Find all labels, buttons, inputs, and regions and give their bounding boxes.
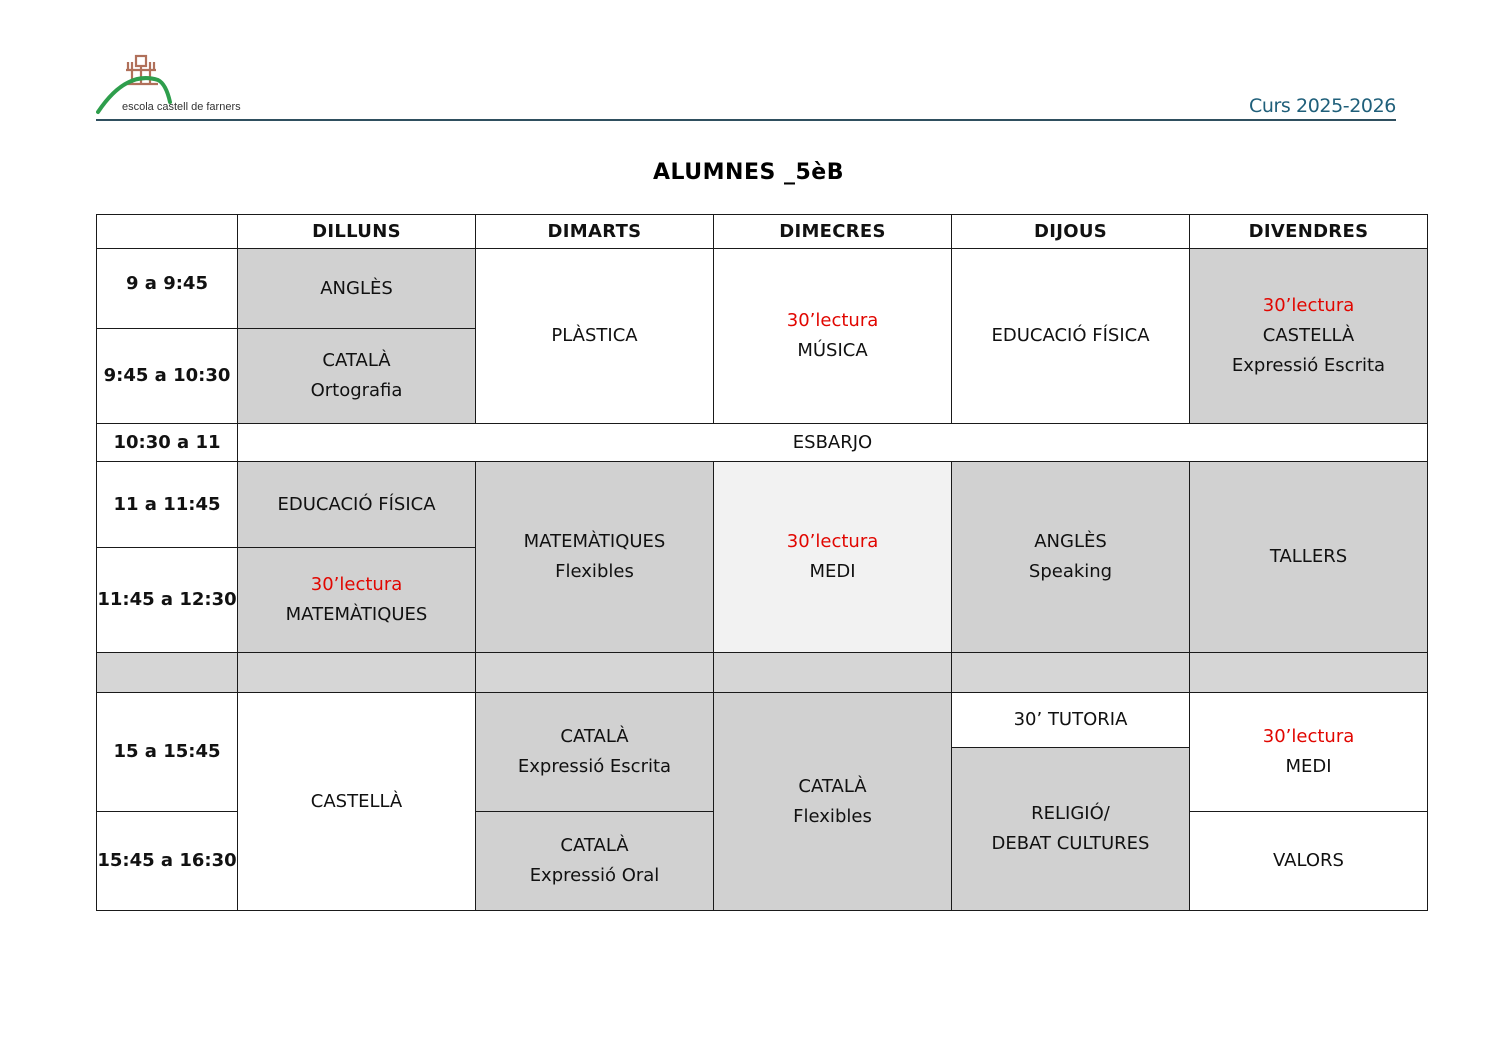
class-cell bbox=[238, 329, 476, 424]
subject-text: PLÀSTICA bbox=[551, 325, 638, 346]
subject-text: CATALÀ bbox=[322, 350, 391, 371]
schedule-table bbox=[96, 214, 1428, 911]
break-cell bbox=[238, 424, 1428, 462]
subject-text: CATALÀ bbox=[798, 775, 867, 797]
class-cell bbox=[952, 249, 1190, 424]
time-cell: 11 a 11:45 bbox=[97, 462, 238, 548]
subject-text: MATEMÀTIQUES bbox=[523, 531, 666, 552]
day-header: DILLUNS bbox=[238, 215, 476, 249]
empty-cell bbox=[476, 653, 714, 693]
class-cell bbox=[476, 812, 714, 911]
class-cell bbox=[238, 249, 476, 329]
time-cell: 11:45 a 12:30 bbox=[97, 548, 238, 653]
time-cell: 9 a 9:45 bbox=[97, 249, 238, 329]
table-row bbox=[97, 693, 1428, 748]
subject-detail: DEBAT CULTURES bbox=[991, 833, 1150, 854]
table-row bbox=[97, 249, 1428, 329]
class-cell bbox=[952, 693, 1190, 748]
time-cell: 15 a 15:45 bbox=[97, 693, 238, 812]
subject-text: MEDI bbox=[1285, 756, 1332, 777]
subject-detail: Flexibles bbox=[793, 805, 872, 827]
subject-text: MEDI bbox=[809, 561, 856, 582]
subject-text: 30’ TUTORIA bbox=[1013, 709, 1128, 730]
subject-text: CATALÀ bbox=[560, 835, 629, 856]
reading-note: 30’lectura bbox=[1262, 295, 1355, 316]
day-header: DIMECRES bbox=[714, 215, 952, 249]
class-cell bbox=[476, 693, 714, 812]
day-header: DIVENDRES bbox=[1190, 215, 1428, 249]
class-cell bbox=[238, 462, 476, 548]
empty-cell bbox=[952, 653, 1190, 693]
subject-text: MATEMÀTIQUES bbox=[285, 604, 428, 625]
reading-note: 30’lectura bbox=[1262, 726, 1355, 747]
class-cell bbox=[476, 249, 714, 424]
class-cell bbox=[714, 462, 952, 653]
time-cell: 15:45 a 16:30 bbox=[97, 812, 238, 911]
empty-cell bbox=[238, 653, 476, 693]
class-cell bbox=[476, 462, 714, 653]
subject-detail: Expressió Escrita bbox=[1231, 355, 1386, 376]
subject-text: EDUCACIÓ FÍSICA bbox=[991, 325, 1150, 346]
subject-text: MÚSICA bbox=[797, 340, 868, 361]
class-cell bbox=[1190, 462, 1428, 653]
subject-detail: Ortografia bbox=[310, 380, 403, 401]
subject-detail: Expressió Oral bbox=[529, 865, 660, 886]
reading-note: 30’lectura bbox=[786, 531, 879, 552]
page-title: ALUMNES _5èB bbox=[653, 160, 844, 185]
corner-cell bbox=[97, 215, 238, 249]
subject-text: CASTELLÀ bbox=[310, 790, 403, 812]
subject-text: EDUCACIÓ FÍSICA bbox=[277, 493, 436, 515]
class-cell bbox=[714, 693, 952, 911]
logo-text: escola castell de farners bbox=[122, 101, 241, 113]
subject-detail: Expressió Escrita bbox=[517, 756, 672, 777]
time-cell: 9:45 a 10:30 bbox=[97, 329, 238, 424]
empty-cell bbox=[714, 653, 952, 693]
table-row-gap bbox=[97, 653, 1428, 693]
subject-text: CATALÀ bbox=[560, 726, 629, 747]
class-cell bbox=[1190, 249, 1428, 424]
class-cell bbox=[238, 693, 476, 911]
subject-detail: Speaking bbox=[1028, 561, 1113, 582]
day-header: DIJOUS bbox=[952, 215, 1190, 249]
subject-text: TALLERS bbox=[1269, 546, 1348, 567]
class-cell bbox=[952, 462, 1190, 653]
table-row bbox=[97, 424, 1428, 462]
table-row bbox=[97, 462, 1428, 548]
subject-text: ANGLÈS bbox=[320, 277, 393, 299]
subject-text: RELIGIÓ/ bbox=[1031, 803, 1110, 824]
empty-cell bbox=[97, 653, 238, 693]
subject-text: VALORS bbox=[1273, 850, 1344, 871]
header-row bbox=[97, 215, 1428, 249]
class-cell bbox=[1190, 812, 1428, 911]
class-cell bbox=[238, 548, 476, 653]
subject-detail: Flexibles bbox=[555, 561, 634, 582]
reading-note: 30’lectura bbox=[786, 310, 879, 331]
empty-cell bbox=[1190, 653, 1428, 693]
time-cell: 10:30 a 11 bbox=[97, 424, 238, 462]
subject-text: ANGLÈS bbox=[1034, 531, 1107, 552]
course-year: Curs 2025-2026 bbox=[1248, 95, 1396, 117]
class-cell bbox=[952, 748, 1190, 911]
break-text: ESBARJO bbox=[792, 431, 873, 453]
class-cell bbox=[714, 249, 952, 424]
reading-note: 30’lectura bbox=[310, 574, 403, 595]
subject-text: CASTELLÀ bbox=[1262, 325, 1355, 346]
day-header: DIMARTS bbox=[476, 215, 714, 249]
class-cell bbox=[1190, 693, 1428, 812]
header-divider bbox=[96, 119, 1396, 121]
